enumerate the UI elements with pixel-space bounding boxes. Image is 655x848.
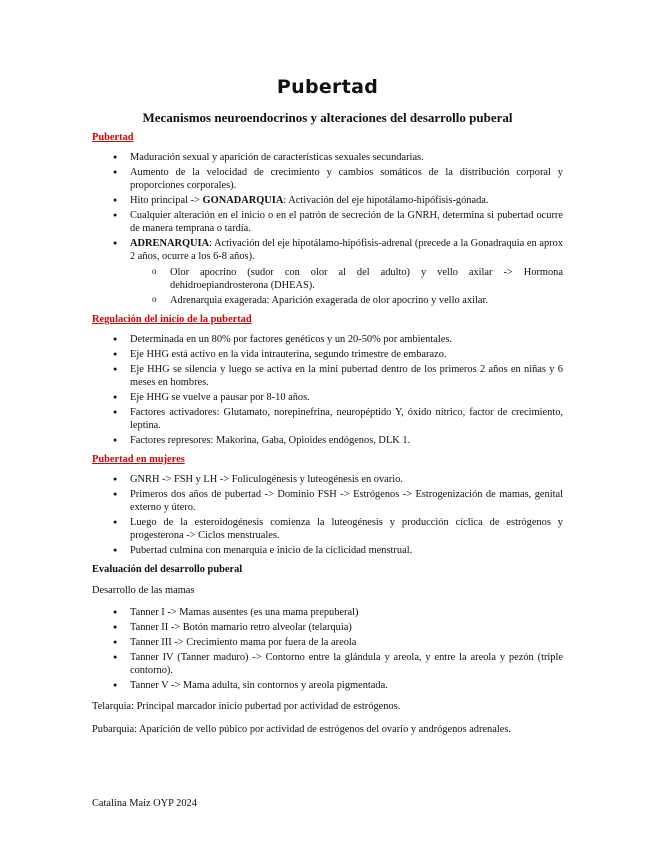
sublist-item: o Olor apocrino (sudor con olor al del adulto) y vello axilar -> Hormona dehidroepiandrosterona (DHEAS). (130, 266, 563, 292)
list-item: ● Determinada en un 80% por factores genéticos y un 20-50% por ambientales. (92, 333, 563, 346)
telarquia-paragraph (92, 700, 563, 713)
sublist-item: o Adrenarquia exagerada: Aparición exagerada de olor apocrino y vello axilar. (130, 294, 563, 307)
pubarquia-paragraph (92, 723, 563, 736)
list-item: ● Tanner IV (Tanner maduro) -> Contorno entre la glándula y areola, y entre la areola y pezón (triple contorno). (92, 651, 563, 677)
term-text: : Principal marcador inicio pubertad por actividad de estrógenos. (131, 701, 401, 712)
pubertad-list (92, 151, 563, 307)
subsection-heading-mamas: Desarrollo de las mamas (92, 585, 195, 596)
page-title: Pubertad (276, 76, 379, 98)
tanner-list (92, 606, 563, 692)
section-heading-evaluacion: Evaluación del desarrollo puberal (92, 564, 243, 575)
list-item: ● Cualquier alteración en el inicio o en el patrón de secreción de la GNRH, determina si pubertad ocurre de manera temprana o tardía. (92, 209, 563, 235)
list-item: ● Aumento de la velocidad de crecimiento y cambios somáticos de la distribución corporal y proporciones corporales). (92, 166, 563, 192)
item-text: Hito principal -> (130, 195, 203, 206)
list-item: ● Eje HHG se vuelve a pausar por 8-10 años. (92, 391, 563, 404)
list-item: ● Maduración sexual y aparición de características sexuales secundarias. (92, 151, 563, 164)
term-text: : Aparición de vello púbico por actividad de estrógenos del ovario y andrógenos adrenales. (134, 724, 511, 735)
page-subtitle: Mecanismos neuroendocrinos y alteraciones del desarrollo puberal (142, 110, 513, 125)
regulacion-list (92, 333, 563, 447)
list-item: ● Factores activadores: Glutamato, norepinefrina, neuropéptido Y, óxido nítrico, factor de crecimiento, leptina. (92, 406, 563, 432)
mujeres-list (92, 473, 563, 557)
list-item: ● Luego de la esteroidogénesis comienza la luteogénesis y producción cíclica de estrógenos y progesterona -> Ciclos menstruales. (92, 516, 563, 542)
item-text: : Activación del eje hipotálamo-hipófisis-gónada. (283, 195, 489, 206)
section-heading-mujeres: Pubertad en mujeres (92, 454, 185, 465)
list-item (92, 194, 563, 207)
list-item: ● Tanner V -> Mama adulta, sin contornos y areola pigmentada. (92, 679, 563, 692)
item-bold-term: GONADARQUIA (202, 195, 284, 206)
section-heading-regulacion: Regulación del inicio de la pubertad (92, 314, 252, 325)
section-heading-pubertad: Pubertad (92, 132, 134, 143)
list-item: ● Tanner II -> Botón mamario retro alveolar (telarquia) (92, 621, 563, 634)
list-item: ● Factores represores: Makorina, Gaba, Opioides endógenos, DLK 1. (92, 434, 563, 447)
list-item: ● Eje HHG está activo en la vida intrauterina, segundo trimestre de embarazo. (92, 348, 563, 361)
list-item: ● Tanner III -> Crecimiento mama por fuera de la areola (92, 636, 563, 649)
adrenarquia-sublist (130, 266, 563, 307)
footer-author: Catalina Maiz OYP 2024 (92, 798, 197, 809)
item-bold-term: ADRENARQUIA (130, 238, 210, 249)
list-item: ● Primeros dos años de pubertad -> Dominio FSH -> Estrógenos -> Estrogenización de mamas, genital externo y útero. (92, 488, 563, 514)
term-label: Telarquia (92, 701, 132, 712)
list-item: ● Eje HHG se silencia y luego se activa en la mini pubertad dentro de los primeros 2 años en niñas y 6 meses en hombres. (92, 363, 563, 389)
list-item: ● Tanner I -> Mamas ausentes (es una mama prepuberal) (92, 606, 563, 619)
list-item (92, 237, 563, 307)
item-text: : Activación del eje hipotálamo-hipófisis-adrenal (precede a la Gonadraquia en aprox 2 años, ocurre a los 6-8 años). (130, 238, 563, 262)
list-item: ● GNRH -> FSH y LH -> Foliculogénesis y luteogénesis en ovario. (92, 473, 563, 486)
list-item: ● Pubertad culmina con menarquia e inicio de la ciclicidad menstrual. (92, 544, 563, 557)
term-label: Pubarquia (92, 724, 135, 735)
